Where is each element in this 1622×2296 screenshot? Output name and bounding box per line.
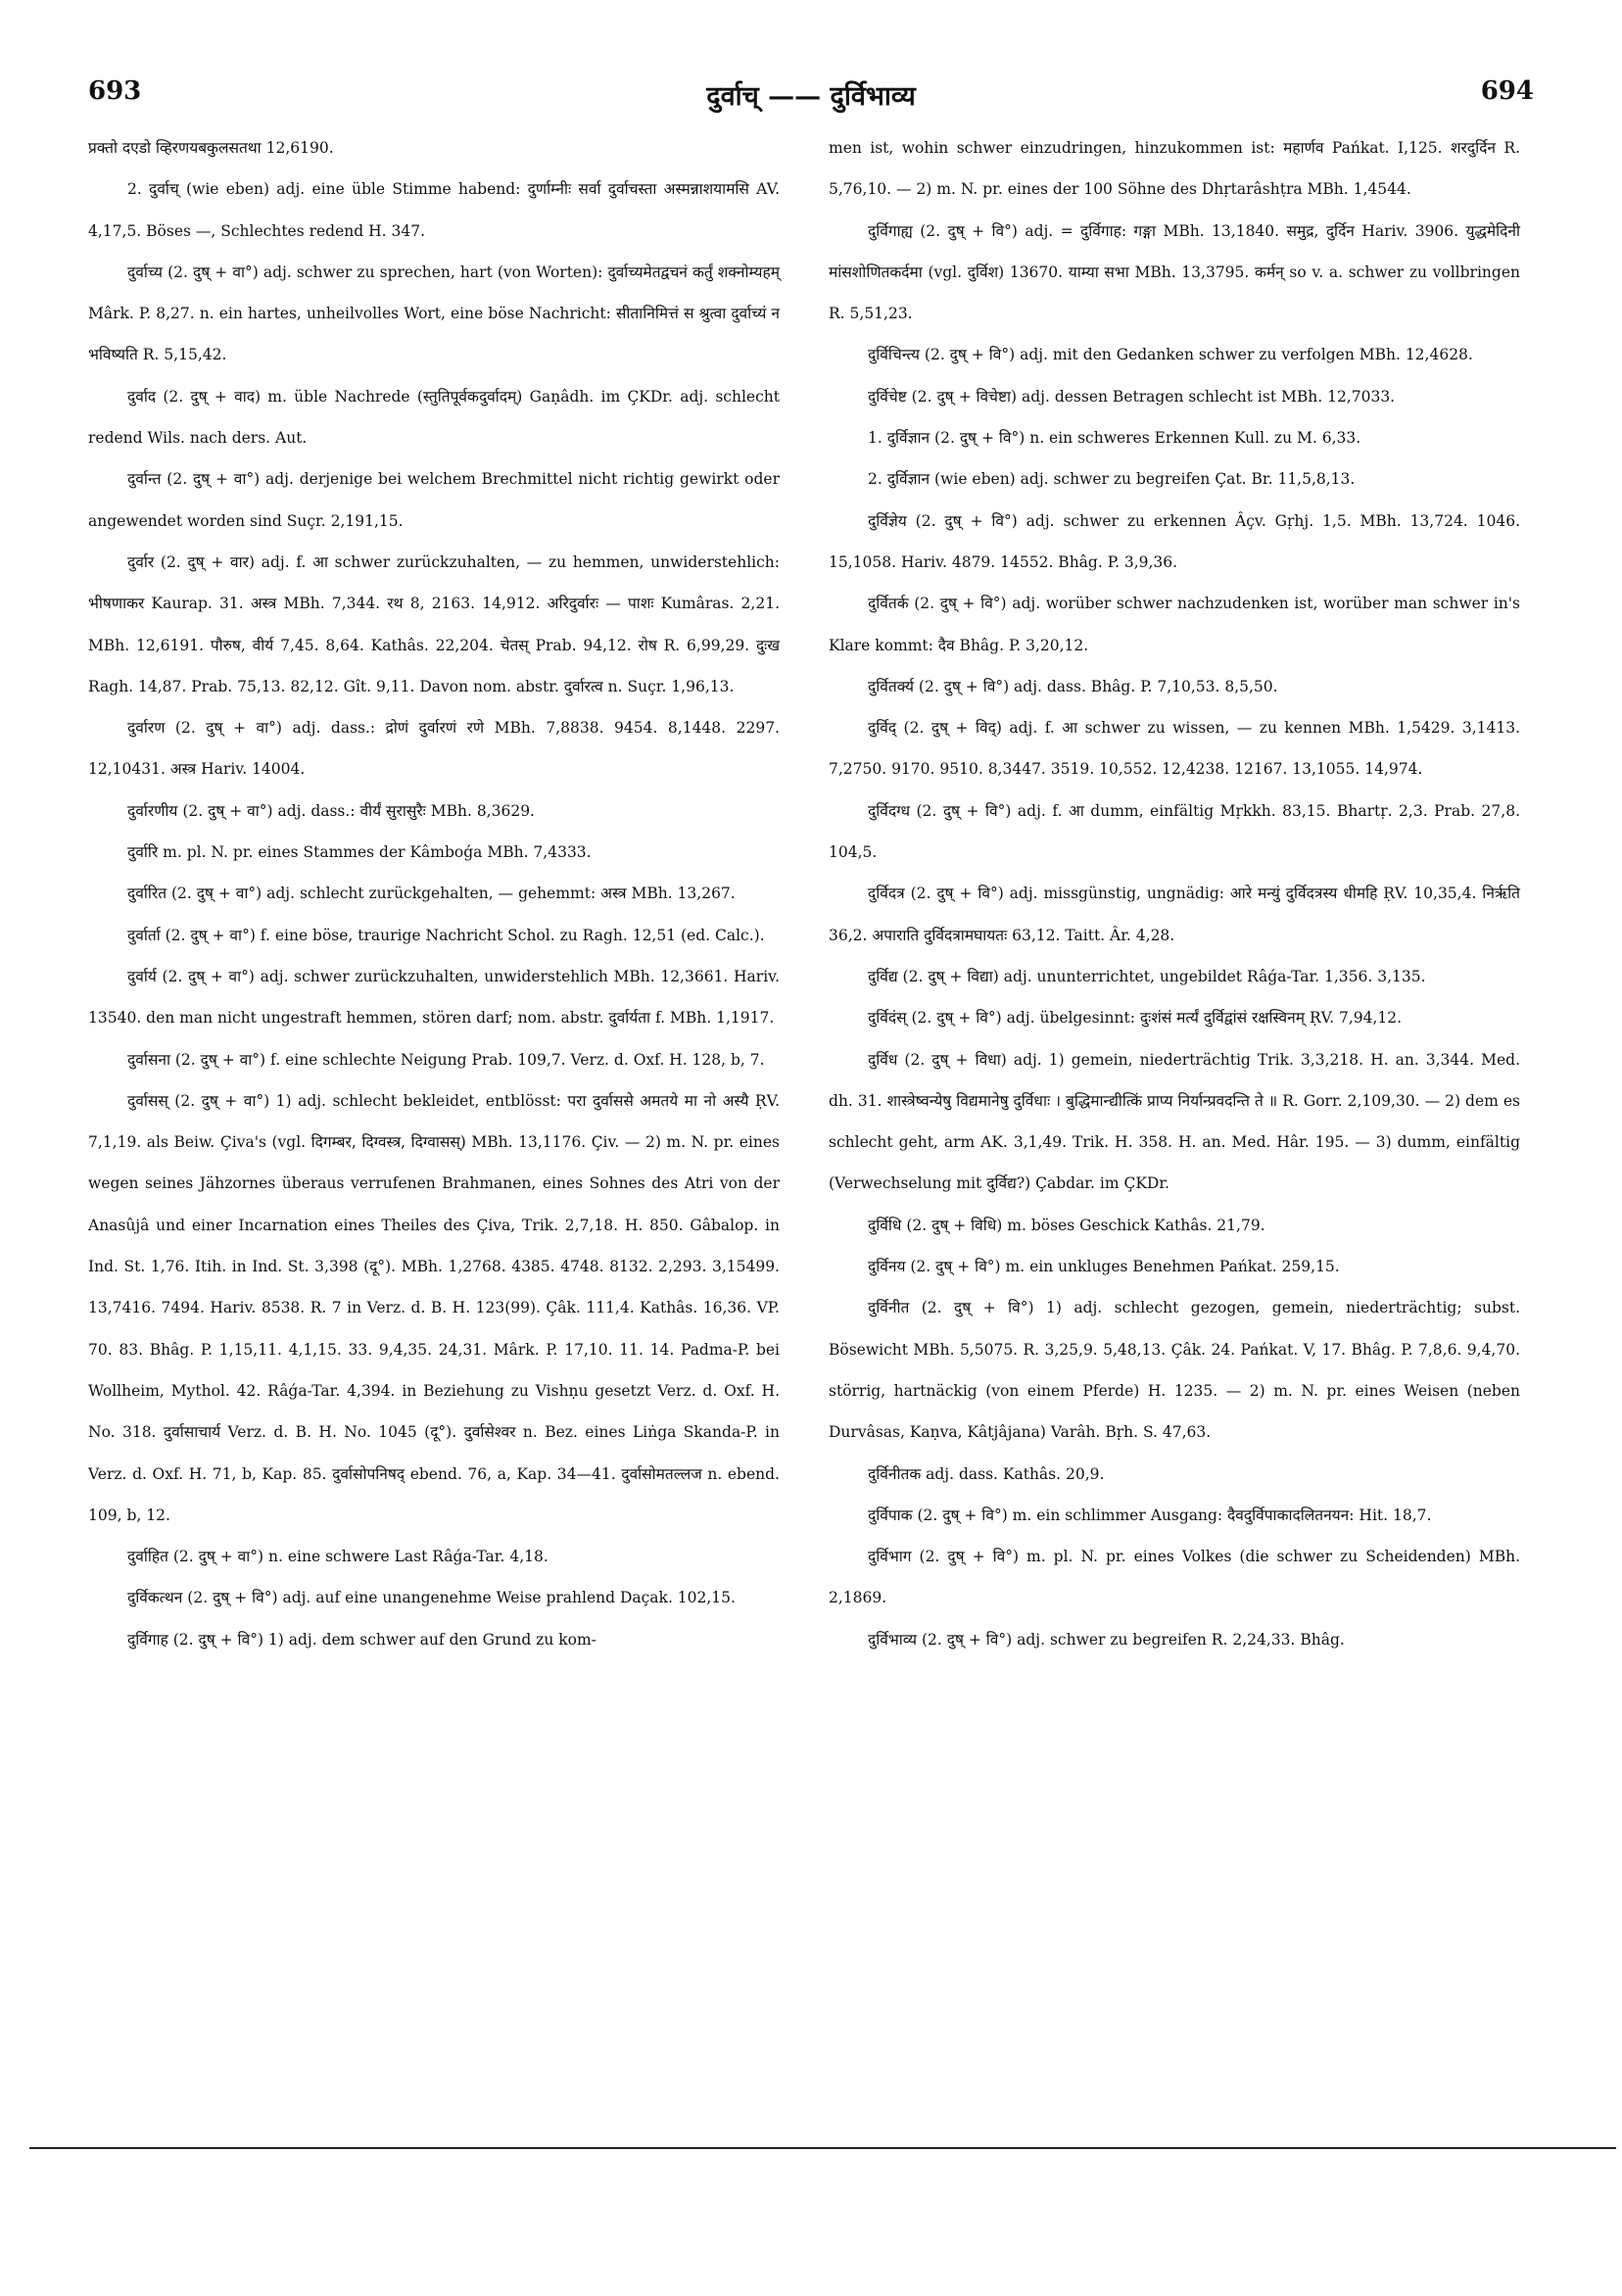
dictionary-entry: दुर्वार्ता (2. दुष् + वा°) f. eine böse, traurige Nachricht Schol. zu Ragh. 12,51 (ed. Calc.). — [127, 926, 765, 944]
dictionary-entry: दुर्विदत्र (2. दुष् + वि°) adj. missgünstig, ungnädig: आरे मन्युं दुर्विदत्रस्य धीमहि ṚV. 10,35,4. निर्ऋति 36,2. अपाराति दुर्विदत्रामघायतः 63,12. Taitt. Âr. 4,28. — [829, 885, 1520, 944]
dictionary-entry: दुर्विपाक (2. दुष् + वि°) m. ein schlimmer Ausgang: दैवदुर्विपाकादलितनयन: Hit. 18,7. — [868, 1506, 1432, 1524]
dictionary-entry: दुर्विगाह्य (2. दुष् + वि°) adj. = दुर्विगाह: गङ्गा MBh. 13,1840. समुद्र, दुर्दिन Hariv. 3906. युद्धमेदिनी मांसशोणितकर्दमा (vgl. दुर्विश) 13670. याम्या सभा MBh. 13,3795. कर्मन् so v. a. schwer zu vollbringen R. 5,51,23. — [829, 221, 1520, 323]
dictionary-entry: दुर्विनीत (2. दुष् + वि°) 1) adj. schlecht gezogen, gemein, niederträchtig; subst. Bösewicht MBh. 5,5075. R. 3,25,9. 5,48,13. Çâk. 24. Pańkat. V, 17. Bhâg. P. 7,8,6. 9,4,70. störrig, hartnäckig (von einem Pferde) H. 1235. — 2) m. N. pr. eines Weisen (neben Durvâsas, Kaṇva, Kâtjâjana) Varâh. Bṛh. S. 47,63. — [829, 1299, 1520, 1442]
dictionary-entry: दुर्वाच्य (2. दुष् + वा°) adj. schwer zu sprechen, hart (von Worten): दुर्वाच्यमेतद्वचनं कर्तुं शक्नोम्यहम् Mârk. P. 8,27. n. ein hartes, unheilvolles Wort, eine böse Nachricht: सीतानिमित्तं स श्रुत्वा दुर्वाच्यं न भविष्यति R. 5,15,42. — [88, 263, 780, 364]
dictionary-entry: दुर्विभाग (2. दुष् + वि°) m. pl. N. pr. eines Volkes (die schwer zu Scheidenden) MBh. 2,1869. — [829, 1548, 1520, 1607]
dictionary-entry: दुर्वान्त (2. दुष् + वा°) adj. derjenige bei welchem Brechmittel nicht richtig gewirkt oder angewendet worden sind Suçr. 2,191,15. — [88, 470, 780, 530]
dictionary-entry: दुर्वाहित (2. दुष् + वा°) n. eine schwere Last Râǵa-Tar. 4,18. — [127, 1548, 549, 1566]
dictionary-entry: दुर्वितर्क्य (2. दुष् + वि°) adj. dass. Bhâg. P. 7,10,53. 8,5,50. — [868, 677, 1278, 695]
dictionary-entry: दुर्वितर्क (2. दुष् + वि°) adj. worüber schwer nachzudenken ist, worüber man schwer in's Klare kommt: दैव Bhâg. P. 3,20,12. — [829, 595, 1520, 654]
dictionary-entry: दुर्विज्ञेय (2. दुष् + वि°) adj. schwer zu erkennen Âçv. Gṛhj. 1,5. MBh. 13,724. 1046. 15,1058. Hariv. 4879. 14552. Bhâg. P. 3,9,36. — [829, 511, 1520, 571]
dictionary-entry: दुर्विचेष्ट (2. दुष् + विचेष्टा) adj. dessen Betragen schlecht ist MBh. 12,7033. — [868, 387, 1396, 406]
dictionary-entry: दुर्विदग्ध (2. दुष् + वि°) adj. f. आ dumm, einfältig Mṛkkh. 83,15. Bhartṛ. 2,3. Prab. 27,8. 104,5. — [829, 801, 1520, 862]
dictionary-entry: दुर्वारि m. pl. N. pr. eines Stammes der Kâmboǵa MBh. 7,4333. — [127, 843, 592, 862]
dictionary-entry: दुर्विनय (2. दुष् + वि°) m. ein unkluges Benehmen Pańkat. 259,15. — [868, 1258, 1340, 1276]
dictionary-entry: दुर्विद् (2. दुष् + विद्) adj. f. आ schwer zu wissen, — zu kennen MBh. 1,5429. 3,1413. 7,2750. 9170. 9510. 8,3447. 3519. 10,552. 12,4238. 12167. 13,1055. 14,974. — [829, 719, 1520, 779]
dictionary-entry: दुर्विधि (2. दुष् + विधि) m. böses Geschick Kathâs. 21,79. — [868, 1216, 1265, 1234]
dictionary-entry: 2. दुर्विज्ञान (wie eben) adj. schwer zu begreifen Çat. Br. 11,5,8,13. — [868, 470, 1356, 489]
dictionary-entry: दुर्विध (2. दुष् + विधा) adj. 1) gemein, niederträchtig Trik. 3,3,218. H. an. 3,344. Med. dh. 31. शास्त्रेष्वन्येषु विद्यमानेषु दुर्विधाः । बुद्धिमान्द्यीत्किं प्राप्य निर्यान्प्रवदन्ति ते ॥ R. Gorr. 2,109,30. — 2) dem es schlecht geht, arm AK. 3,1,49. Trik. H. 358. H. an. Med. Hâr. 195. — 3) dumm, einfältig (Verwechselung mit दुर्विद्य?) Çabdar. im ÇKDr. — [829, 1050, 1520, 1193]
dictionary-entry: दुर्विभाव्य (2. दुष् + वि°) adj. schwer zu begreifen R. 2,24,33. Bhâg. — [868, 1630, 1345, 1649]
dictionary-entry: दुर्विनीतक adj. dass. Kathâs. 20,9. — [868, 1464, 1105, 1483]
dictionary-entry: दुर्विकत्थन (2. दुष् + वि°) adj. auf eine unangenehme Weise prahlend Daçak. 102,15. — [127, 1589, 736, 1607]
dictionary-entry: प्रक्तो दएडो व्हिरणयबकुलसतथा 12,6190. — [88, 139, 334, 157]
dictionary-entry: दुर्विगाह (2. दुष् + वि°) 1) adj. dem schwer auf den Grund zu kom- — [127, 1630, 596, 1649]
dictionary-entry: दुर्वारण (2. दुष् + वा°) adj. dass.: द्रोणं दुर्वारणं रणे MBh. 7,8838. 9454. 8,1448. 2297. 12,10431. अस्त्र Hariv. 14004. — [88, 719, 780, 779]
page-number-left: 693 — [88, 76, 142, 106]
running-head: दुर्वाच् —— दुर्विभाव्य — [706, 81, 916, 112]
dictionary-entry: दुर्वार (2. दुष् + वार) adj. f. आ schwer zurückzuhalten, — zu hemmen, unwiderstehlich: भीषणाकर Kaurap. 31. अस्त्र MBh. 7,344. रथ 8, 2163. 14,912. अरिदुर्वारः — पाशः Kumâras. 2,21. MBh. 12,6191. पौरुष, वीर्य 7,45. 8,64. Kathâs. 22,204. चेतस् Prab. 94,12. रोष R. 6,99,29. दुःख Ragh. 14,87. Prab. 75,13. 82,12. Gît. 9,11. Davon nom. abstr. दुर्वारत्व n. Suçr. 1,96,13. — [88, 552, 780, 695]
bottom-rule — [29, 2147, 1616, 2149]
dictionary-entry: दुर्वाद (2. दुष् + वाद) m. üble Nachrede (स्तुतिपूर्वकदुर्वादम्) Gaṇâdh. im ÇKDr. adj. schlecht redend Wils. nach ders. Aut. — [88, 387, 780, 448]
dictionary-entry: 2. दुर्वाच् (wie eben) adj. eine üble Stimme habend: दुर्णाम्नीः सर्वा दुर्वाचस्ता अस्मन्नाशयामसि AV. 4,17,5. Böses —, Schlechtes redend H. 347. — [88, 180, 780, 240]
dictionary-entry: 1. दुर्विज्ञान (2. दुष् + वि°) n. ein schweres Erkennen Kull. zu M. 6,33. — [868, 429, 1361, 448]
dictionary-entry: men ist, wohin schwer einzudringen, hinzukommen ist: महार्णव Pańkat. I,125. शरदुर्दिन R. 5,76,10. — 2) m. N. pr. eines der 100 Söhne des Dhṛtarâshṭra MBh. 1,4544. — [829, 139, 1520, 199]
dictionary-entry: दुर्विद्य (2. दुष् + विद्या) adj. ununterrichtet, ungebildet Râǵa-Tar. 1,356. 3,135. — [868, 967, 1426, 985]
dictionary-entry: दुर्वारणीय (2. दुष् + वा°) adj. dass.: वीर्यं सुरासुरैः MBh. 8,3629. — [127, 801, 535, 820]
page-header — [88, 76, 1534, 116]
right-column — [829, 127, 1520, 1660]
dictionary-entry: दुर्वारित (2. दुष् + वा°) adj. schlecht zurückgehalten, — gehemmt: अस्त्र MBh. 13,267. — [127, 885, 736, 903]
dictionary-entry: दुर्विचिन्त्य (2. दुष् + वि°) adj. mit den Gedanken schwer zu verfolgen MBh. 12,4628. — [868, 346, 1473, 364]
dictionary-entry: दुर्वासना (2. दुष् + वा°) f. eine schlechte Neigung Prab. 109,7. Verz. d. Oxf. H. 128, b, 7. — [127, 1050, 765, 1069]
page-number-right: 694 — [1480, 76, 1534, 106]
dictionary-entry: दुर्वासस् (2. दुष् + वा°) 1) adj. schlecht bekleidet, entblösst: परा दुर्वाससे अमतये मा नो अस्यै ṚV. 7,1,19. als Beiw. Çiva's (vgl. दिगम्बर, दिग्वस्त्र, दिग्वासस्) MBh. 13,1176. Çiv. — 2) m. N. pr. eines wegen seines Jähzornes überaus verrufenen Brahmanen, eines Sohnes des Atri von der Anasûjâ und einer Incarnation eines Theiles des Çiva, Trik. 2,7,18. H. 850. Gâbalop. in Ind. St. 1,76. Itih. in Ind. St. 3,398 (दू°). MBh. 1,2768. 4385. 4748. 8132. 2,293. 3,15499. 13,7416. 7494. Hariv. 8538. R. 7 in Verz. d. B. H. 123(99). Çâk. 111,4. Kathâs. 16,36. VP. 70. 83. Bhâg. P. 1,15,11. 4,1,15. 33. 9,4,35. 24,31. Mârk. P. 17,10. 11. 14. Padma-P. bei Wollheim, Mythol. 42. Râǵa-Tar. 4,394. in Beziehung zu Vishṇu gesetzt Verz. d. Oxf. H. No. 318. दुर्वासाचार्य Verz. d. B. H. No. 1045 (दू°). दुर्वासेश्वर n. Bez. eines Liṅga Skanda-P. in Verz. d. Oxf. H. 71, b, Kap. 85. दुर्वासोपनिषद् ebend. 76, a, Kap. 34—41. दुर्वासोमतल्लज n. ebend. 109, b, 12. — [88, 1091, 780, 1524]
left-column — [88, 127, 780, 1660]
dictionary-entry: दुर्वार्य (2. दुष् + वा°) adj. schwer zurückzuhalten, unwiderstehlich MBh. 12,3661. Hariv. 13540. den man nicht ungestraft hemmen, stören darf; nom. abstr. दुर्वार्यता f. MBh. 1,1917. — [88, 967, 780, 1028]
dictionary-entry: दुर्विदंस् (2. दुष् + वि°) adj. übelgesinnt: दुःशंसं मर्त्यं दुर्विद्वांसं रक्षस्विनम् ṚV. 7,94,12. — [868, 1009, 1403, 1028]
